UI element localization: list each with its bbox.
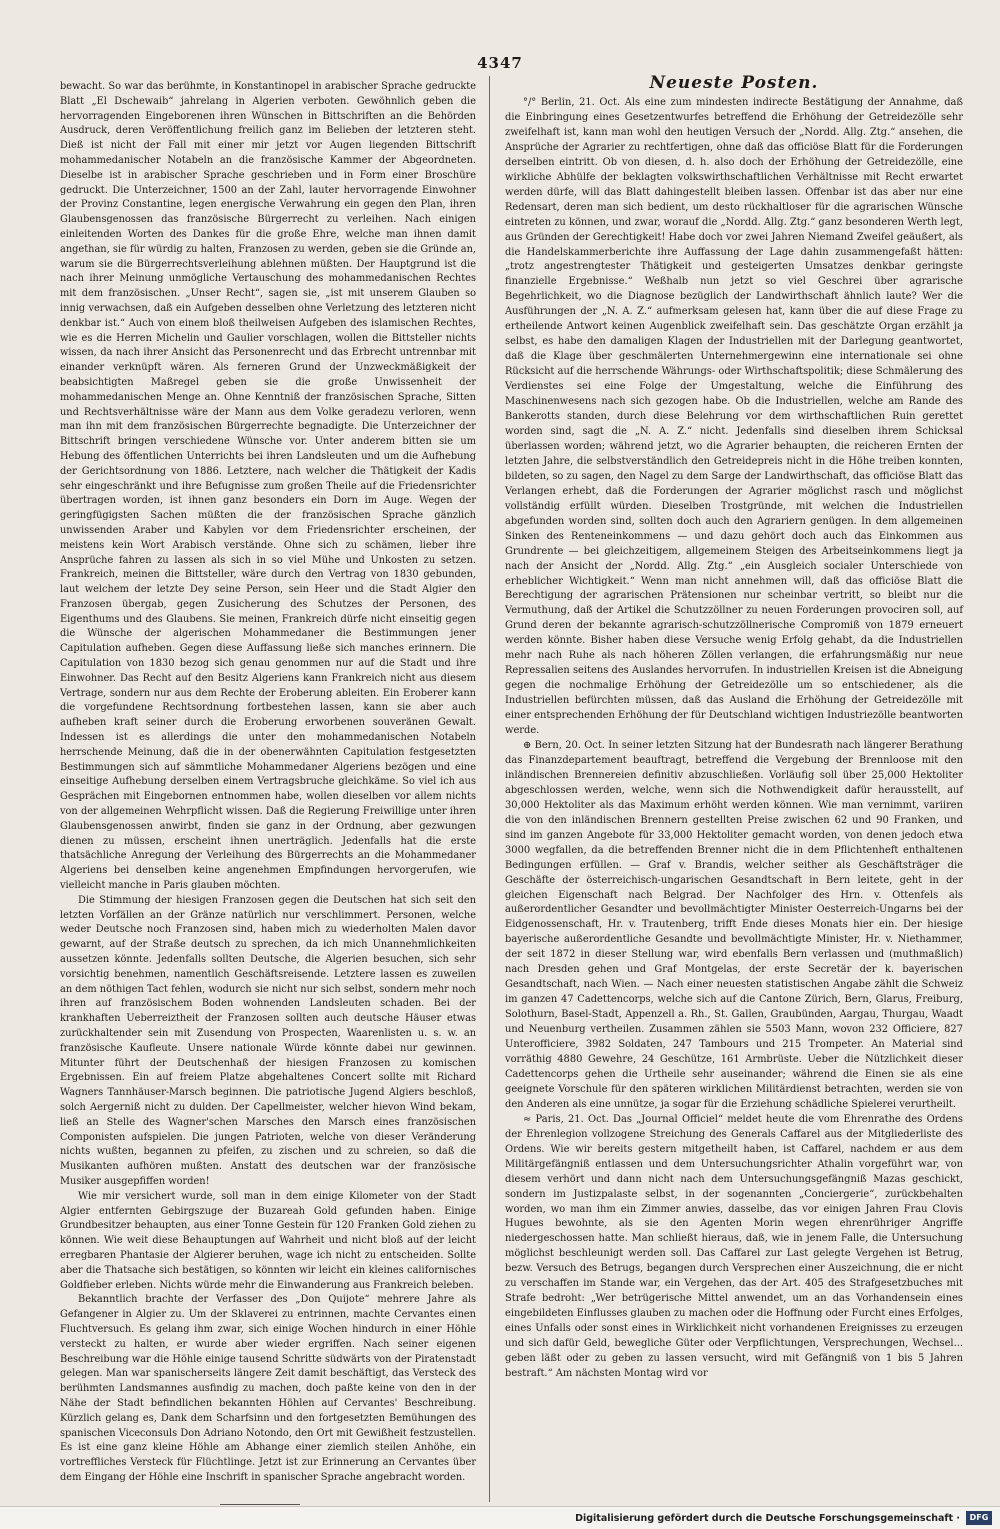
article-paragraph: Die Stimmung der hiesigen Franzosen gegen die Deutschen hat sich seit den letzten Vorfällen an der Gränze natürlich nur verschlimmert. Personen, welche weder Deutsche noch Franzosen sind, haben mich zu wiederholten Malen davor gewarnt, auf der Straße deutsch zu sprechen, da ich mich Unannehmlichkeiten aussetzen könnte. Jedenfalls sollten Deutsche, die Algerien besuchen, sich sehr vorsichtig benehmen, namentlich Geschäftsreisende. Letztere lassen es zuweilen an dem nöthigen Tact fehlen, wodurch sie nicht nur sich selbst, sondern mehr noch ihren auf französischem Boden wohnenden Landsleuten schaden. Bei der krankhaften Ueberreiztheit der Franzosen sollten auch deutsche Häuser etwas zurückhaltender sein mit Zusendung von Prospecten, Waarenlisten u. s. w. an französische Kaufleute. Unsere nationale Würde könnte dabei nur gewinnen. Mitunter führt der Deutschenhaß der hiesigen Franzosen zu komischen Ergebnissen. Ein auf freiem Platze abgehaltenes Concert sollte mit Richard Wagners Tannhäuser-Marsch beginnen. Die patriotische Jugend Algiers beschloß, solch Aergerniß nicht zu dulden. Der Capellmeister, welcher hievon Wind bekam, ließ an Stelle des Wagner'schen Marsches den Marsch eines französischen Componisten aufspielen. Die jungen Patrioten, welche von dieser Veränderung nichts wußten, begannen zu pfeifen, zu zischen und zu schreien, so daß die Musikanten aufhören mußten. Anstatt des deutschen war der französische Musiker ausgepfiffen worden!	[60, 894, 476, 1187]
column-divider	[489, 76, 490, 1502]
article-end-rule	[220, 1504, 300, 1505]
funding-credit: Digitalisierung gefördert durch die Deutsche Forschungsgemeinschaft ·	[575, 1513, 960, 1524]
article-paragraph: Bekanntlich brachte der Verfasser des „Don Quijote“ mehrere Jahre als Gefangener in Algier zu. Um der Sklaverei zu entrinnen, machte Cervantes einen Fluchtversuch. Es gelang ihm zwar, sich einige Wochen hindurch in einer Höhle versteckt zu halten, er wurde aber wieder ergriffen. Nach seiner eigenen Beschreibung war die Höhle einige tausend Schritte südwärts von der Piratenstadt gelegen. Man war spanischerseits längere Zeit damit beschäftigt, das Versteck des berühmten Landsmannes ausfindig zu machen, doch paßte keine von den in der Nähe der Stadt befindlichen bekannten Höhlen auf Cervantes' Beschreibung. Kürzlich gelang es, Dank dem Scharfsinn und den fortgesetzten Bemühungen des spanischen Viceconsuls Don Adriano Notondo, den Ort mit Gewißheit festzustellen. Es ist eine ganz kleine Höhle am Abhange einer ziemlich steilen Anhöhe, ein vortreffliches Versteck für Flüchtlinge. Jetzt ist zur Erinnerung an Cervantes über dem Eingang der Höhle eine Inschrift in spanischer Sprache angebracht worden.	[60, 1294, 476, 1483]
article-paragraph: bewacht. So war das berühmte, in Konstantinopel in arabischer Sprache gedruckte Blatt „El Dschewaib“ jahrelang in Algerien verboten. Gewöhnlich geben die hervorragenden Eingeborenen ihren Wünschen in Bittschriften an die Behörden Ausdruck, deren Veröffentlichung freilich ganz im Belieben der letzteren steht. Dieß ist nicht der Fall mit einer mir jetzt vor Augen liegenden Bittschrift mohammedanischer Notabeln an die französische Kammer der Abgeordneten. Dieselbe ist in arabischer Sprache geschrieben und in Form einer Broschüre gedruckt. Die Unterzeichner, 1500 an der Zahl, lauter hervorragende Einwohner der Provinz Constantine, legen energische Verwahrung ein gegen den Plan, ihren Glaubensgenossen das französische Bürgerrecht zu verleihen. Nach einigen einleitenden Worten des Dankes für die große Ehre, welche man ihnen damit angethan, sie für würdig zu halten, Franzosen zu werden, geben sie die Gründe an, warum sie die Bürgerrechtsverleihung ablehnen müßten. Der Hauptgrund ist die nach ihrer Meinung unmögliche Vertauschung des mohammedanischen Rechtes mit dem französischen. „Unser Recht“, sagen sie, „ist mit unserem Glauben so innig verwachsen, daß ein Aufgeben desselben ohne Verletzung des letzteren nicht denkbar ist.“ Auch von einem bloß theilweisen Aufgeben des islamischen Rechtes, wie es die Herren Michelin und Gaulier vorschlagen, wollen die Bittsteller nichts wissen, da nach ihrer Ansicht das Personenrecht und das Erbrecht untrennbar mit einander verknüpft wären. Als ferneren Grund der Unzweckmäßigkeit der beabsichtigten Maßregel geben sie die große Unwissenheit der mohammedanischen Menge an. Ohne Kenntniß der französischen Sprache, Sitten und Rechtsverhältnisse wäre der Mann aus dem Volke geradezu verloren, wenn man ihn mit dem französischen Bürgerrechte begnadigte. Die Unterzeichner der Bittschrift bringen verschiedene Wünsche vor. Unter anderem bitten sie um Hebung des öffentlichen Unterrichts bei ihren Landsleuten und um die Aufhebung der Gerichtsordnung von 1886. Letztere, nach welcher die Thätigkeit der Kadis sehr eingeschränkt und ihre Befugnisse zum großen Theile auf die Friedensrichter übertragen worden, ist ihnen ganz besonders ein Dorn im Auge. Wegen der geringfügigsten Sachen müßten die der französischen Sprache gänzlich unwissenden Araber und Kabylen vor dem Friedensrichter erscheinen, der meistens kein Wort Arabisch verstände. Ohne sich zu schämen, lieber ihre Ansprüche fahren zu lassen als sich in so viel Mühe und Unkosten zu setzen. Frankreich, meinen die Bittsteller, wäre durch den Vertrag von 1830 gebunden, laut welchem der letzte Dey seine Person, sein Heer und die Stadt Algier den Franzosen übergab, gegen Zusicherung des Schutzes der Personen, des Eigenthums und des Glaubens. Sie meinen, Frankreich dürfe nicht einseitig gegen die Wünsche der algerischen Mohammedaner die Bestimmungen jener Capitulation aufheben. Gegen diese Auffassung ließe sich manches erinnern. Die Capitulation von 1830 bezog sich genau genommen nur auf die Stadt und ihre Einwohner. Das Recht auf den Besitz Algeriens kann Frankreich nicht aus diesem Vertrage, sondern nur aus dem Rechte der Eroberung ableiten. Ein Eroberer kann die vorgefundene Rechtsordnung fortbestehen lassen, kann sie aber auch aufheben kraft seiner durch die Eroberung erworbenen souveränen Gewalt. Indessen ist es allerdings die unter den mohammedanischen Notabeln herrschende Meinung, daß die in der obenerwähnten Capitulation festgesetzten Bestimmungen sich auf sämmtliche Mohammedaner Algeriens bezögen und eine einseitige Aufhebung derselben einem Vertragsbruche gleichkäme. So viel ich aus Gesprächen mit Eingebornen entnommen habe, wollen dieselben vor allem nichts von der allgemeinen Wehrpflicht wissen. Daß die Regierung Freiwillige unter ihren Glaubensgenossen anwirbt, finden sie ganz in der Ordnung, aber gezwungen dienen zu müssen, erscheint ihnen unerträglich. Jedenfalls hat die erste thatsächliche Anregung der Verleihung des Bürgerrechts an die Mohammedaner Algeriens bei denselben keine angenehmen Empfindungen hervorgerufen, wie vielleicht manche in Paris glauben möchten.	[60, 81, 476, 892]
section-heading: Neueste Posten.	[649, 73, 819, 93]
news-item-berlin: °/° Berlin, 21. Oct. Als eine zum mindesten indirecte Bestätigung der Annahme, daß die Einbringung eines Gesetzentwurfes betreffend die Erhöhung der Getreidezölle sehr zweifelhaft ist, kann man wohl den heutigen Versuch der „Nordd. Allg. Ztg.“ ansehen, die Ansprüche der Agrarier zu rechtfertigen, ohne daß das officiöse Blatt für die Forderungen derselben eintritt. Ob von diesen, d. h. also doch der Erhöhung der Getreidezölle, eine wirkliche Abhülfe der beklagten volkswirthschaftlichen Verhältnisse mit Recht erwartet werden dürfe, will das Blatt dahingestellt bleiben lassen. Offenbar ist das aber nur eine Redensart, deren man sich bedient, um desto rückhaltloser für die agrarischen Wünsche eintreten zu können, und zwar, worauf die „Nordd. Allg. Ztg.“ ganz besonderen Werth legt, aus Gründen der Gerechtigkeit! Habe doch vor zwei Jahren Niemand Zweifel geäußert, als die Handelskammerberichte ihre Auffassung der Lage dahin zusammengefaßt hätten: „trotz angestrengtester Thätigkeit und gesteigerten Umsatzes denkbar geringste finanzielle Ergebnisse.“ Weßhalb nun jetzt so viel Geschrei über agrarische Begehrlichkeit, wo die Diagnose bezüglich der Landwirthschaft ähnlich laute? Wer die Ausführungen der „N. A. Z.“ aufmerksam gelesen hat, kann über die auf diese Frage zu ertheilende Antwort keinen Augenblick zweifelhaft sein. Das geschätzte Organ erzählt ja selbst, es habe den damaligen Klagen der Industriellen mit der Darlegung geantwortet, daß die Klage über geschmälerten Unternehmergewinn eine internationale sei ohne Rücksicht auf die herrschende Währungs- oder Wirthschaftspolitik; diese Schmälerung des Verdienstes sei eine Folge der Umgestaltung, welche die Einführung des Maschinenwesens nach sich gezogen habe. Ob die Industriellen, welche am Rande des Bankerotts standen, durch diese Belehrung vor dem wirthschaftlichen Ruin gerettet worden sind, sagt die „N. A. Z.“ nicht. Jedenfalls sind dieselben ihrem Schicksal überlassen worden; während jetzt, wo die Agrarier behaupten, die reicheren Ernten der letzten Jahre, die selbstverständlich den Getreidepreis nicht in die Höhe treiben konnten, bildeten, so zu sagen, den Nagel zu dem Sarge der Landwirthschaft, das officiöse Blatt das Verlangen erhebt, daß die Forderungen der Agrarier möglichst rasch und möglichst vollständig erfüllt würden. Dieselben Trostgründe, mit welchen die Industriellen abgefunden worden sind, sollten doch auch den Agrariern genügen. In dem allgemeinen Sinken des Renteneinkommens — und dazu gehört doch auch das Einkommen aus Grundrente — bei gleichzeitigem, allgemeinem Steigen des Arbeitseinkommens liegt ja nach der Ansicht der „Nordd. Allg. Ztg.“ „ein Ausgleich socialer Unterschiede von erheblicher Wichtigkeit.“ Wenn man nicht annehmen will, daß das officiöse Blatt die Berechtigung der agrarischen Prätensionen nur scheinbar vertritt, so bleibt nur die Vermuthung, daß der Artikel die Schutzzöllner zu neuen Forderungen provociren soll, auf Grund deren der bekannte agrarisch-schutzzöllnerische Compromiß von 1879 erneuert werden könnte. Bisher haben diese Versuche wenig Erfolg gehabt, da die Industriellen mehr nach Ruhe als nach höheren Zöllen verlangen, die erfahrungsmäßig nur neue Repressalien seitens des Auslandes hervorrufen. In industriellen Kreisen ist die Abneigung gegen die nochmalige Erhöhung der Getreidezölle um so entschiedener, als die Industriellen befürchten müssen, daß das Ausland die Erhöhung der Getreidezölle mit einer entsprechenden Erhöhung der für Deutschland wichtigen Industriezölle beantworten werde.	[505, 97, 963, 737]
article-paragraph: Wie mir versichert wurde, soll man in dem einige Kilometer von der Stadt Algier entfernten Gebirgszuge der Buzareah Gold gefunden haben. Einige Grundbesitzer behaupten, aus einer Tonne Gestein für 120 Franken Gold ziehen zu können. Wie weit diese Behauptungen auf Wahrheit und nicht bloß auf der leicht erregbaren Phantasie der Algierer beruhen, wage ich nicht zu entscheiden. Sollte aber die Thatsache sich bestätigen, so könnten wir leicht ein kleines californisches Goldfieber erleben. Nichts würde mehr die Einwanderung aus Frankreich beleben.	[60, 1190, 476, 1291]
footer-bar	[0, 1506, 1000, 1529]
right-column	[505, 96, 963, 1382]
dfg-logo-icon: DFG	[966, 1511, 992, 1525]
news-item-bern: ⊕ Bern, 20. Oct. In seiner letzten Sitzung hat der Bundesrath nach längerer Berathung das Finanzdepartement beauftragt, betreffend die Vergebung der Brennloose mit den inländischen Brennereien definitiv abzuschließen. Vorläufig soll über 25,000 Hektoliter abgeschlossen werden, welche, wenn sich die Nothwendigkeit dafür herausstellt, auf 30,000 Hektoliter als das Maximum erhöht werden können. Wie man vernimmt, variiren die von den inländischen Brennern gestellten Preise zwischen 62 und 90 Franken, und sind im ganzen Angebote für 33,000 Hektoliter gemacht worden, von denen jedoch etwa 3000 wegfallen, da die betreffenden Brenner nicht die in dem Pflichtenheft enthaltenen Bedingungen erfüllen. — Graf v. Brandis, welcher seither als Geschäftsträger die Geschäfte der österreichisch-ungarischen Gesandtschaft in Bern leitete, geht in der gleichen Eigenschaft nach Belgrad. Der Nachfolger des Hrn. v. Ottenfels als außerordentlicher Gesandter und bevollmächtigter Minister Oesterreich-Ungarns bei der Eidgenossenschaft, Hr. v. Trautenberg, trifft Ende dieses Monats hier ein. Der hiesige bayerische außerordentliche Gesandte und bevollmächtigte Minister, Hr. v. Niethammer, der seit 1872 in dieser Stellung war, wird ebenfalls Bern verlassen und (muthmaßlich) nach Dresden gehen und Graf Montgelas, der erste Secretär der k. bayerischen Gesandtschaft, nach Wien. — Nach einer neuesten statistischen Angabe zählt die Schweiz im ganzen 47 Cadettencorps, welche sich auf die Cantone Zürich, Bern, Glarus, Freiburg, Solothurn, Basel-Stadt, Appenzell a. Rh., St. Gallen, Graubünden, Aargau, Thurgau, Waadt und Neuenburg vertheilen. Zusammen zählen sie 5503 Mann, wovon 232 Officiere, 827 Unterofficiere, 3982 Soldaten, 247 Tambours und 215 Trompeter. An Material sind vorräthig 4880 Gewehre, 24 Geschütze, 161 Armbrüste. Ueber die Nützlichkeit dieser Cadettencorps gehen die Urtheile sehr auseinander; während die Einen sie als eine geeignete Vorschule für den späteren wirklichen Militärdienst betrachten, werden sie von den Anderen als eine unnütze, ja sogar für die Erziehung schädliche Spielerei verurtheilt.	[505, 739, 963, 1110]
left-column	[60, 80, 476, 1486]
news-item-paris: ≈ Paris, 21. Oct. Das „Journal Officiel“ meldet heute die vom Ehrenrathe des Ordens der Ehrenlegion vollzogene Streichung des Generals Caffarel aus der Mitgliederliste des Ordens. Wie wir bereits gestern mitgetheilt haben, ist Caffarel, nachdem er aus dem Militärgefängniß entlassen und dem Untersuchungsrichter Athalin vorgeführt war, von diesem verhört und dann nicht nach dem Untersuchungsgefängniß Mazas geschickt, sondern im Justizpalaste selbst, in der sogenannten „Conciergerie“, zurückbehalten worden, wo man ihm ein Zimmer anwies, dasselbe, das vor einigen Jahren Frau Clovis Hugues bewohnte, als sie den Agenten Morin wegen ehrenrühriger Angriffe niedergeschossen hatte. Man schließt hieraus, daß, wie in jenem Falle, die Untersuchung möglichst beschleunigt werden soll. Das Caffarel zur Last gelegte Vergehen ist Betrug, bezw. Versuch des Betrugs, begangen durch Versprechen einer Auszeichnung, die er nicht zu verschaffen im Stande war, ein Vergehen, das der Art. 405 des Strafgesetzbuches mit Strafe bedroht: „Wer betrügerische Mittel anwendet, um an das Vorhandensein eines eingebildeten Einflusses glauben zu machen oder die Hoffnung oder Furcht eines Erfolges, eines Unfalls oder sonst eines in Wirklichkeit nicht vorhandenen Ereignisses zu erzeugen und sich dafür Geld, bewegliche Güter oder Verpflichtungen, Versprechungen, Wechsel... geben läßt oder zu geben zu lassen versucht, wird mit Gefängniß von 1 bis 5 Jahren bestraft.“ Am nächsten Montag wird vor	[505, 1113, 963, 1380]
page-number: 4347	[477, 54, 523, 72]
